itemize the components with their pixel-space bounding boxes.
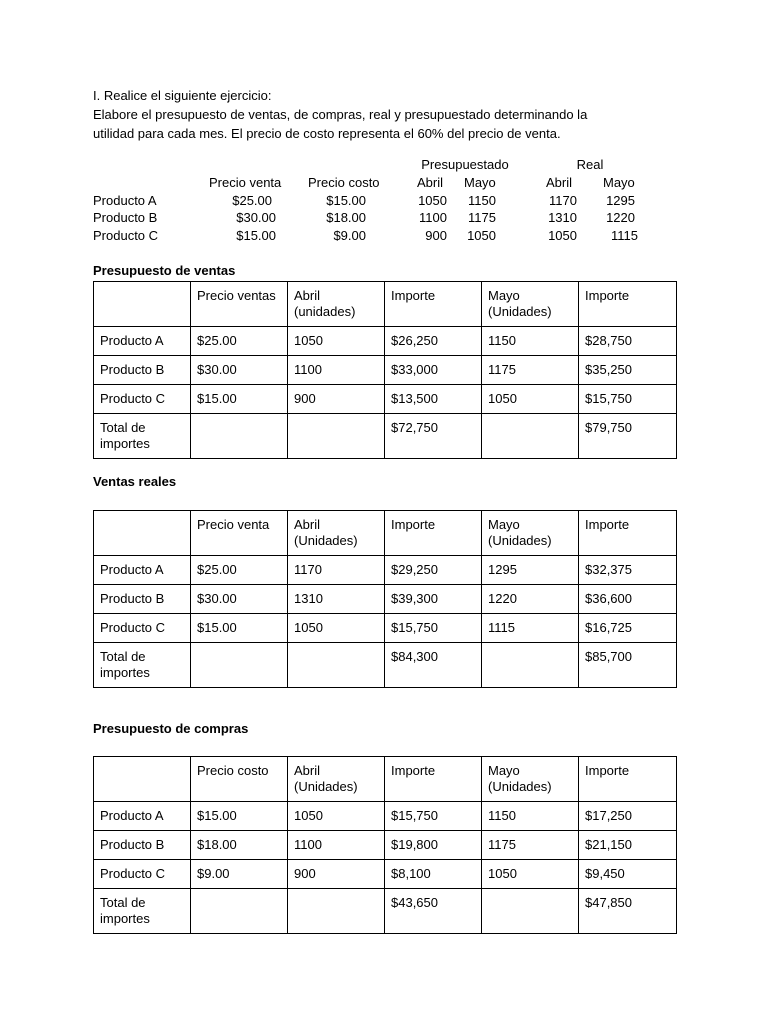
total-cell: $84,300 [385, 643, 482, 688]
summary-cell: 1050 [418, 193, 447, 208]
exercise-instructions [93, 86, 587, 143]
section-title-presupuesto-ventas: Presupuesto de ventas [93, 263, 236, 278]
table-cell: $15.00 [191, 614, 288, 643]
table-cell: 1050 [288, 802, 385, 831]
table-cell: $21,150 [579, 831, 677, 860]
table-cell [191, 889, 288, 934]
table-cell: $26,250 [385, 327, 482, 356]
table-cell: 1175 [482, 831, 579, 860]
summary-cell: $9.00 [333, 228, 366, 243]
total-cell: $43,650 [385, 889, 482, 934]
table-cell: $16,725 [579, 614, 677, 643]
table-cell: 1175 [482, 356, 579, 385]
header-cell: Mayo (Unidades) [482, 757, 579, 802]
instruction-line: Elabore el presupuesto de ventas, de compras, real y presupuestado determinando la [93, 107, 588, 122]
table-row [94, 356, 677, 385]
header-cell [94, 282, 191, 327]
header-cell: Mayo (Unidades) [482, 282, 579, 327]
table-cell: $29,250 [385, 556, 482, 585]
summary-cell: $15.00 [236, 228, 276, 243]
table-header-row [94, 511, 677, 556]
header-cell: Precio ventas [191, 282, 288, 327]
table-cell [482, 889, 579, 934]
summary-header: Mayo [464, 175, 496, 190]
table-presupuesto-ventas [93, 281, 677, 459]
summary-cell: 1050 [548, 228, 577, 243]
summary-cell: $25.00 [232, 193, 272, 208]
header-cell: Precio venta [191, 511, 288, 556]
header-cell: Importe [579, 511, 677, 556]
group-label-presupuestado: Presupuestado [421, 157, 509, 172]
table-cell: $13,500 [385, 385, 482, 414]
table-total-row [94, 643, 677, 688]
summary-header: Mayo [603, 175, 635, 190]
total-cell: $79,750 [579, 414, 677, 459]
table-cell: 1050 [482, 860, 579, 889]
summary-header: Precio costo [308, 175, 380, 190]
table-cell: 1050 [288, 327, 385, 356]
table-cell: 1100 [288, 356, 385, 385]
row-label: Producto A [94, 556, 191, 585]
table-presupuesto-compras [93, 756, 677, 934]
row-label: Producto A [94, 802, 191, 831]
table-cell [288, 889, 385, 934]
header-cell: Importe [385, 757, 482, 802]
row-label: Producto A [94, 327, 191, 356]
table-row [94, 327, 677, 356]
table-cell: $30.00 [191, 356, 288, 385]
table-cell: $30.00 [191, 585, 288, 614]
table-cell: 1050 [482, 385, 579, 414]
section-title-ventas-reales: Ventas reales [93, 474, 177, 489]
table-cell: 1150 [482, 802, 579, 831]
group-label-real: Real [576, 157, 604, 172]
table-cell: $15,750 [579, 385, 677, 414]
header-cell: Importe [385, 282, 482, 327]
section-title-presupuesto-compras: Presupuesto de compras [93, 721, 249, 736]
table-cell: 900 [288, 860, 385, 889]
table-cell: $15,750 [385, 802, 482, 831]
total-cell: $72,750 [385, 414, 482, 459]
table-cell: 1150 [482, 327, 579, 356]
summary-header: Abril [417, 175, 444, 190]
header-cell: Importe [579, 282, 677, 327]
table-cell: $9,450 [579, 860, 677, 889]
table-row [94, 556, 677, 585]
summary-row-label: Producto C [93, 228, 159, 243]
header-cell [94, 757, 191, 802]
row-label: Producto C [94, 614, 191, 643]
summary-cell: $15.00 [326, 193, 366, 208]
header-cell: Abril (Unidades) [288, 757, 385, 802]
summary-cell: 1295 [606, 193, 635, 208]
table-row [94, 802, 677, 831]
summary-cell: 1220 [606, 210, 635, 225]
row-label: Producto B [94, 356, 191, 385]
table-row [94, 860, 677, 889]
summary-cell: 1115 [611, 228, 638, 243]
table-cell: 1220 [482, 585, 579, 614]
table-cell: $35,250 [579, 356, 677, 385]
table-cell: $18.00 [191, 831, 288, 860]
header-cell: Abril (Unidades) [288, 511, 385, 556]
table-cell: $28,750 [579, 327, 677, 356]
table-cell [191, 643, 288, 688]
table-row [94, 831, 677, 860]
summary-cell: 1310 [548, 210, 577, 225]
table-row [94, 614, 677, 643]
table-cell [191, 414, 288, 459]
table-row [94, 585, 677, 614]
row-label: Total de importes [94, 643, 191, 688]
summary-cell: 1100 [419, 210, 447, 225]
total-cell: $47,850 [579, 889, 677, 934]
summary-cell: 1050 [467, 228, 496, 243]
summary-cell: $18.00 [326, 210, 366, 225]
table-header-row [94, 282, 677, 327]
table-cell [482, 643, 579, 688]
table-cell: 1050 [288, 614, 385, 643]
header-cell: Mayo (Unidades) [482, 511, 579, 556]
table-cell: $39,300 [385, 585, 482, 614]
table-header-row [94, 757, 677, 802]
table-row [94, 385, 677, 414]
table-cell [288, 414, 385, 459]
summary-row-label: Producto A [93, 193, 157, 208]
table-cell: $36,600 [579, 585, 677, 614]
total-cell: $85,700 [579, 643, 677, 688]
table-ventas-reales [93, 510, 677, 688]
summary-cell: 1175 [468, 210, 496, 225]
table-cell: $25.00 [191, 556, 288, 585]
row-label: Total de importes [94, 414, 191, 459]
table-cell: $15.00 [191, 385, 288, 414]
table-cell: $25.00 [191, 327, 288, 356]
table-cell: $32,375 [579, 556, 677, 585]
table-cell: 1170 [288, 556, 385, 585]
table-cell: 900 [288, 385, 385, 414]
table-cell: $15,750 [385, 614, 482, 643]
table-cell: $15.00 [191, 802, 288, 831]
summary-cell: 1150 [468, 193, 496, 208]
header-cell: Precio costo [191, 757, 288, 802]
summary-header: Precio venta [209, 175, 282, 190]
row-label: Producto B [94, 831, 191, 860]
summary-header: Abril [546, 175, 573, 190]
summary-cell: 1170 [549, 193, 577, 208]
instruction-heading: I. Realice el siguiente ejercicio: [93, 88, 272, 103]
header-cell: Abril (unidades) [288, 282, 385, 327]
table-cell: $33,000 [385, 356, 482, 385]
table-total-row [94, 414, 677, 459]
summary-row-label: Producto B [93, 210, 158, 225]
instruction-line: utilidad para cada mes. El precio de costo representa el 60% del precio de venta. [93, 126, 561, 141]
header-cell: Importe [579, 757, 677, 802]
summary-cell: 900 [425, 228, 447, 243]
table-cell: 1115 [482, 614, 579, 643]
table-cell: $8,100 [385, 860, 482, 889]
table-cell: 1100 [288, 831, 385, 860]
row-label: Total de importes [94, 889, 191, 934]
table-cell: $9.00 [191, 860, 288, 889]
table-cell: 1295 [482, 556, 579, 585]
row-label: Producto B [94, 585, 191, 614]
table-cell: $19,800 [385, 831, 482, 860]
header-cell [94, 511, 191, 556]
table-cell [482, 414, 579, 459]
table-cell: $17,250 [579, 802, 677, 831]
row-label: Producto C [94, 385, 191, 414]
table-total-row [94, 889, 677, 934]
summary-cell: $30.00 [236, 210, 276, 225]
table-cell: 1310 [288, 585, 385, 614]
row-label: Producto C [94, 860, 191, 889]
header-cell: Importe [385, 511, 482, 556]
table-cell [288, 643, 385, 688]
